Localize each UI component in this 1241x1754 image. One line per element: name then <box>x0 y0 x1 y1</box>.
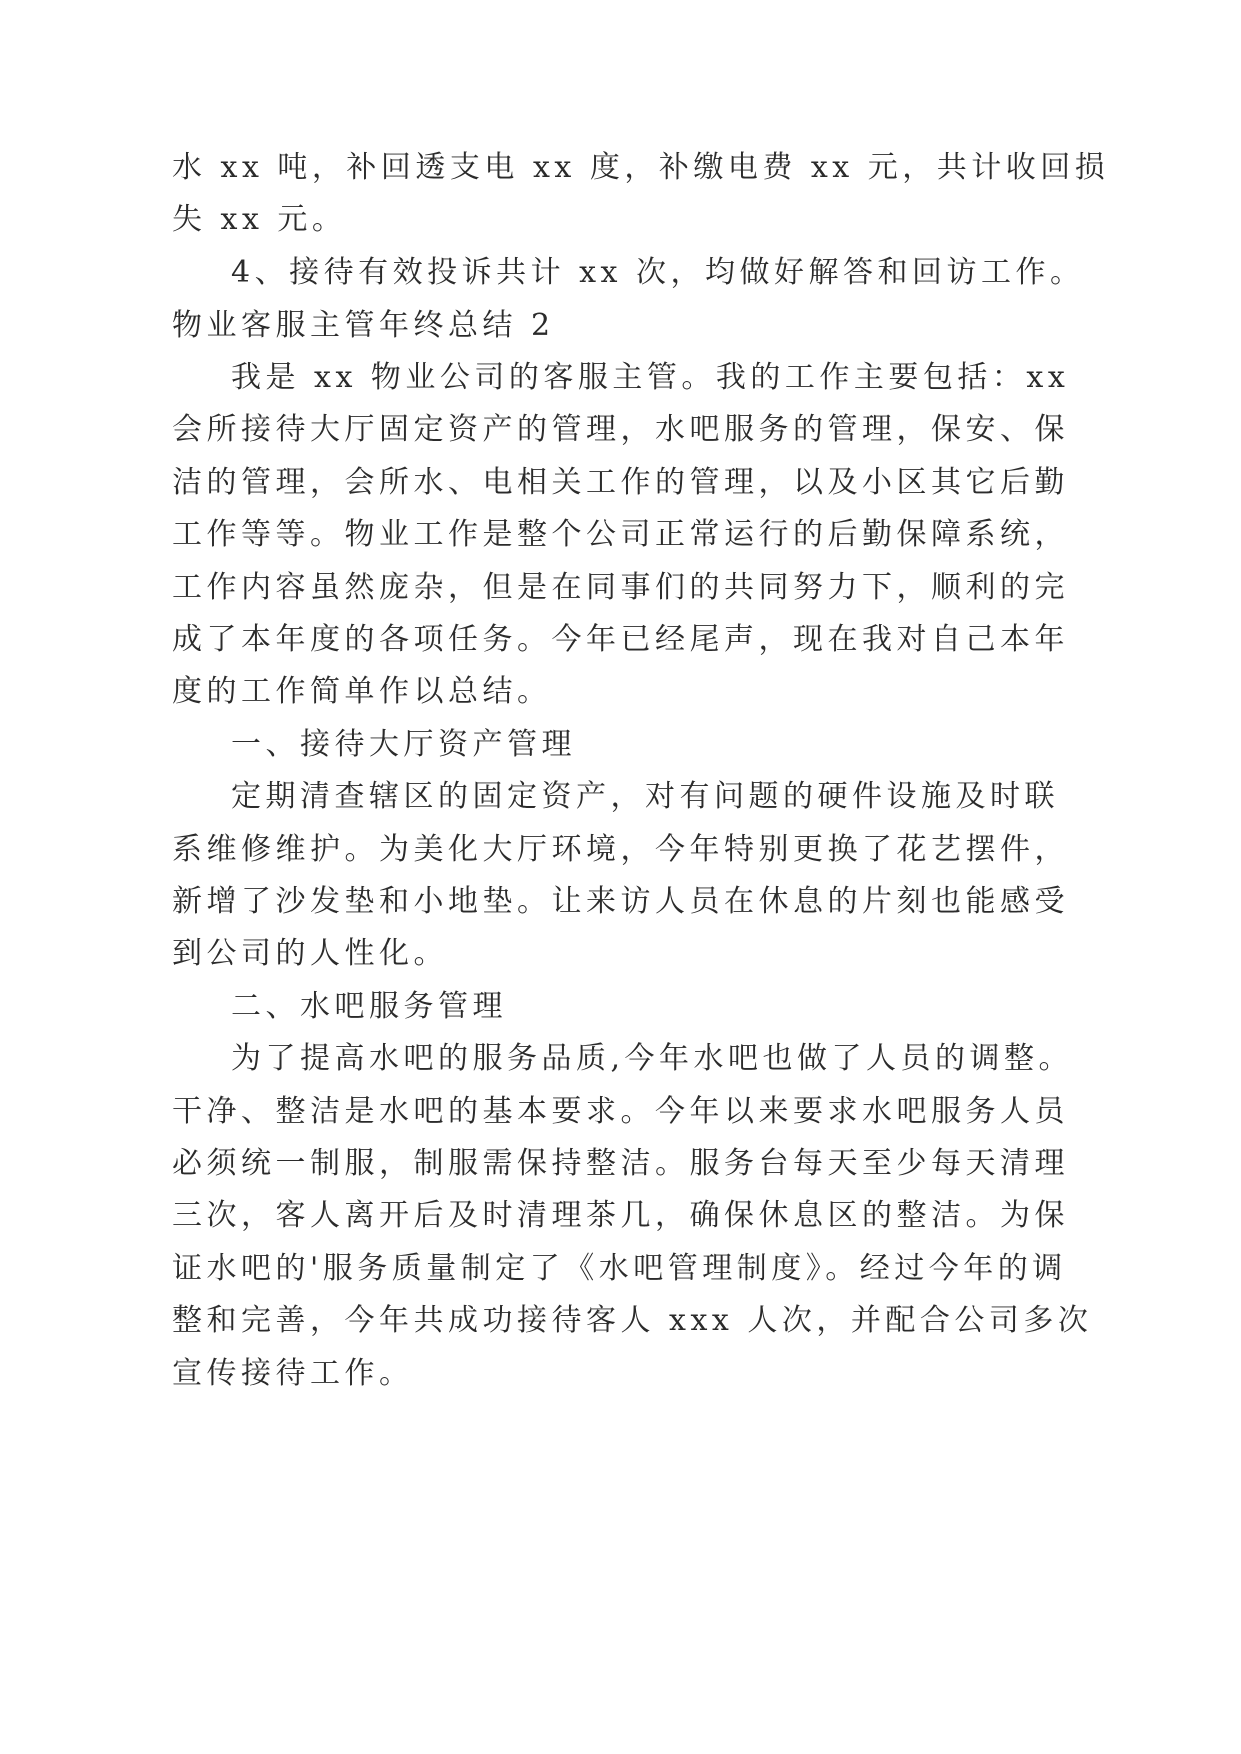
text-line: 4、接待有效投诉共计 xx 次，均做好解答和回访工作。 <box>231 255 1085 290</box>
text-line: 度的工作简单作以总结。 <box>172 674 552 709</box>
text-line: 必须统一制服，制服需保持整洁。服务台每天至少每天清理 <box>172 1146 1069 1181</box>
text-line: 洁的管理，会所水、电相关工作的管理，以及小区其它后勤 <box>172 465 1069 500</box>
text-line: 宣传接待工作。 <box>172 1356 414 1391</box>
text-line: 为了提高水吧的服务品质,今年水吧也做了人员的调整。 <box>231 1041 1074 1076</box>
text-line: 系维修维护。为美化大厅环境，今年特别更换了花艺摆件， <box>172 832 1069 867</box>
text-line: 整和完善，今年共成功接待客人 xxx 人次，并配合公司多次 <box>172 1303 1093 1338</box>
text-line: 证水吧的'服务质量制定了《水吧管理制度》。经过今年的调 <box>172 1251 1067 1286</box>
text-line: 新增了沙发垫和小地垫。让来访人员在休息的片刻也能感受 <box>172 884 1069 919</box>
section-heading: 二、水吧服务管理 <box>231 989 507 1024</box>
section-title: 物业客服主管年终总结 2 <box>172 308 555 343</box>
text-line: 我是 xx 物业公司的客服主管。我的工作主要包括：xx <box>231 360 1070 395</box>
text-line: 会所接待大厅固定资产的管理，水吧服务的管理，保安、保 <box>172 412 1069 447</box>
text-line: 到公司的人性化。 <box>172 936 448 971</box>
section-heading: 一、接待大厅资产管理 <box>231 727 576 762</box>
text-line: 成了本年度的各项任务。今年已经尾声，现在我对自己本年 <box>172 622 1069 657</box>
text-line: 干净、整洁是水吧的基本要求。今年以来要求水吧服务人员 <box>172 1094 1069 1129</box>
text-line: 工作等等。物业工作是整个公司正常运行的后勤保障系统， <box>172 517 1069 552</box>
text-line: 失 xx 元。 <box>172 202 347 237</box>
text-line: 三次，客人离开后及时清理茶几，确保休息区的整洁。为保 <box>172 1198 1069 1233</box>
text-line: 工作内容虽然庞杂，但是在同事们的共同努力下，顺利的完 <box>172 570 1069 605</box>
text-line: 定期清查辖区的固定资产，对有问题的硬件设施及时联 <box>231 779 1059 814</box>
text-line: 水 xx 吨，补回透支电 xx 度，补缴电费 xx 元，共计收回损 <box>172 150 1110 185</box>
